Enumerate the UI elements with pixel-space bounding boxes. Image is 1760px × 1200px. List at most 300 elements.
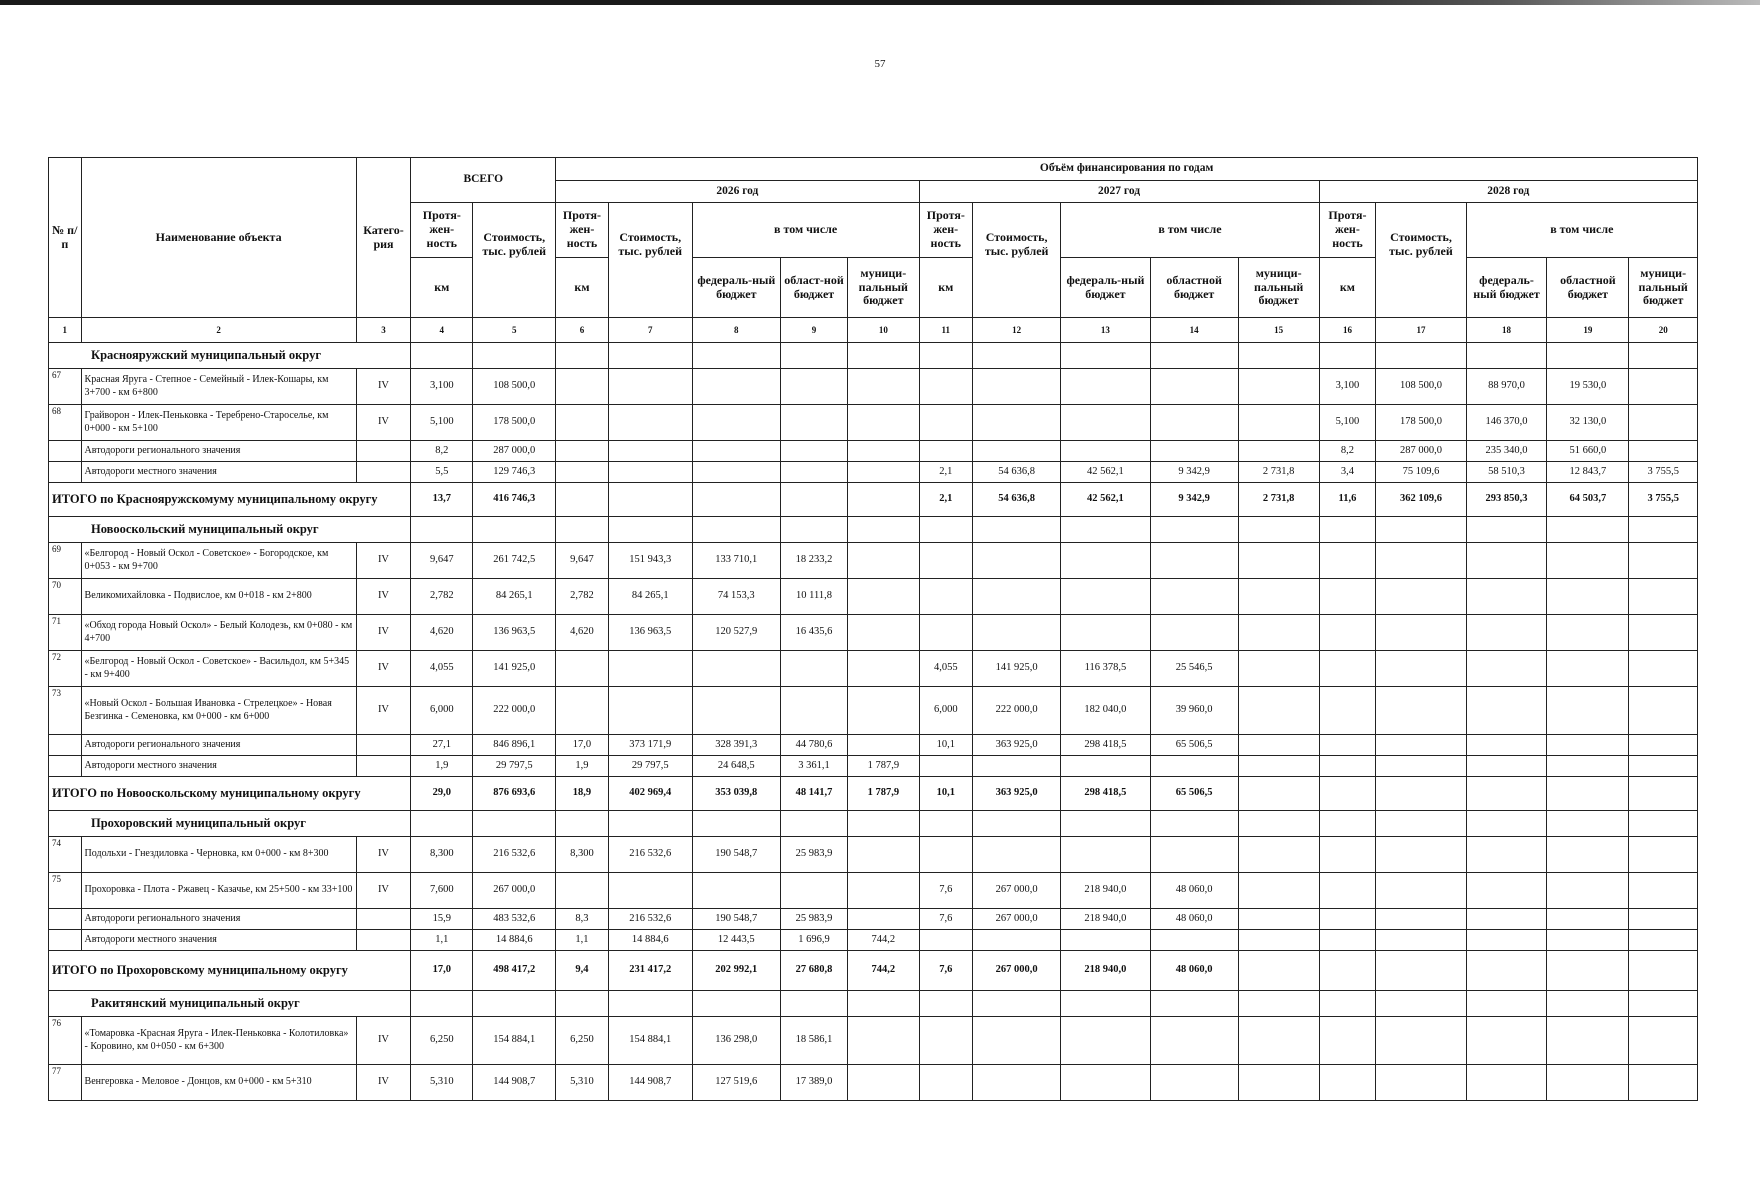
value-cell	[1319, 735, 1376, 756]
value-cell	[780, 483, 847, 517]
value-cell: 65 506,5	[1150, 735, 1238, 756]
value-cell	[1376, 735, 1466, 756]
header-federal: федераль-ный бюджет	[1061, 258, 1150, 318]
value-cell	[848, 837, 919, 873]
value-cell	[1238, 873, 1319, 909]
empty-cell	[608, 811, 692, 837]
value-cell	[1629, 951, 1698, 991]
value-cell: 4,055	[919, 651, 973, 687]
header-federal: федераль-ный бюджет	[692, 258, 780, 318]
value-cell	[1238, 405, 1319, 441]
value-cell: 9,647	[556, 543, 609, 579]
value-cell	[1061, 615, 1150, 651]
value-cell: 58 510,3	[1466, 462, 1547, 483]
value-cell	[1319, 1065, 1376, 1101]
column-number: 9	[780, 318, 847, 343]
value-cell	[1061, 579, 1150, 615]
value-cell	[1629, 837, 1698, 873]
value-cell: 5,5	[411, 462, 473, 483]
empty-cell	[556, 991, 609, 1017]
value-cell: 12 443,5	[692, 930, 780, 951]
value-cell: 75 109,6	[1376, 462, 1466, 483]
header-km: км	[919, 258, 973, 318]
value-cell: 298 418,5	[1061, 777, 1150, 811]
header-no: № п/п	[49, 158, 82, 318]
empty-cell	[692, 343, 780, 369]
value-cell: 15,9	[411, 909, 473, 930]
empty-cell	[1629, 343, 1698, 369]
value-cell: 32 130,0	[1547, 405, 1629, 441]
value-cell: 84 265,1	[608, 579, 692, 615]
column-number: 11	[919, 318, 973, 343]
value-cell	[1238, 930, 1319, 951]
value-cell	[1376, 1065, 1466, 1101]
value-cell: 17,0	[556, 735, 609, 756]
value-cell: 222 000,0	[973, 687, 1061, 735]
column-number: 15	[1238, 318, 1319, 343]
value-cell: 267 000,0	[973, 909, 1061, 930]
value-cell	[1238, 615, 1319, 651]
value-cell: 267 000,0	[973, 873, 1061, 909]
value-cell: 42 562,1	[1061, 483, 1150, 517]
object-row	[49, 687, 1698, 735]
value-cell	[1547, 951, 1629, 991]
empty-cell	[1238, 991, 1319, 1017]
value-cell	[1547, 1017, 1629, 1065]
value-cell	[780, 873, 847, 909]
value-cell: 190 548,7	[692, 837, 780, 873]
empty-cell	[1466, 343, 1547, 369]
value-cell: 10,1	[919, 735, 973, 756]
subtotal-row	[49, 930, 1698, 951]
category-cell	[356, 441, 411, 462]
header-length: Протя-жен-ность	[411, 203, 473, 258]
section-title: Краснояружский муниципальный округ	[49, 343, 411, 369]
value-cell	[919, 615, 973, 651]
row-number	[49, 930, 82, 951]
object-name: Автодороги местного значения	[81, 756, 356, 777]
value-cell	[608, 651, 692, 687]
value-cell	[556, 687, 609, 735]
value-cell: 42 562,1	[1061, 462, 1150, 483]
value-cell	[1466, 777, 1547, 811]
object-name: Автодороги регионального значения	[81, 441, 356, 462]
value-cell	[1547, 873, 1629, 909]
value-cell	[1319, 909, 1376, 930]
empty-cell	[1376, 343, 1466, 369]
empty-cell	[848, 811, 919, 837]
value-cell: 216 532,6	[608, 909, 692, 930]
column-number: 20	[1629, 318, 1698, 343]
value-cell: 129 746,3	[473, 462, 556, 483]
row-number	[49, 756, 82, 777]
value-cell: 6,000	[919, 687, 973, 735]
value-cell	[780, 369, 847, 405]
column-number: 10	[848, 318, 919, 343]
object-row	[49, 837, 1698, 873]
value-cell	[919, 543, 973, 579]
value-cell: 8,300	[411, 837, 473, 873]
value-cell	[1319, 651, 1376, 687]
value-cell	[973, 579, 1061, 615]
empty-cell	[1238, 343, 1319, 369]
value-cell: 127 519,6	[692, 1065, 780, 1101]
column-number: 3	[356, 318, 411, 343]
row-number	[49, 909, 82, 930]
value-cell	[919, 930, 973, 951]
value-cell: 39 960,0	[1150, 687, 1238, 735]
value-cell	[1629, 777, 1698, 811]
value-cell: 8,2	[1319, 441, 1376, 462]
value-cell: 54 636,8	[973, 483, 1061, 517]
value-cell: 3,100	[411, 369, 473, 405]
value-cell	[556, 651, 609, 687]
empty-cell	[1061, 811, 1150, 837]
empty-cell	[411, 343, 473, 369]
value-cell: 202 992,1	[692, 951, 780, 991]
value-cell: 16 435,6	[780, 615, 847, 651]
row-number	[49, 735, 82, 756]
value-cell	[1629, 909, 1698, 930]
value-cell	[848, 1065, 919, 1101]
value-cell	[848, 369, 919, 405]
empty-cell	[1547, 517, 1629, 543]
value-cell: 8,2	[411, 441, 473, 462]
value-cell	[919, 441, 973, 462]
value-cell	[608, 462, 692, 483]
column-number: 14	[1150, 318, 1238, 343]
column-number: 13	[1061, 318, 1150, 343]
object-name: Венгеровка - Меловое - Донцов, км 0+000 - км 5+310	[81, 1065, 356, 1101]
object-name: Грайворон - Илек-Пеньковка - Теребрено-Староселье, км 0+000 - км 5+100	[81, 405, 356, 441]
empty-cell	[973, 343, 1061, 369]
value-cell	[919, 837, 973, 873]
value-cell	[1238, 369, 1319, 405]
value-cell: 3,100	[1319, 369, 1376, 405]
empty-cell	[1376, 811, 1466, 837]
value-cell	[1238, 543, 1319, 579]
value-cell	[556, 369, 609, 405]
value-cell	[1238, 1017, 1319, 1065]
object-name: «Обход города Новый Оскол» - Белый Колодезь, км 0+080 - км 4+700	[81, 615, 356, 651]
value-cell: 154 884,1	[473, 1017, 556, 1065]
value-cell	[1238, 777, 1319, 811]
category-cell	[356, 462, 411, 483]
value-cell	[1376, 777, 1466, 811]
row-number: 76	[49, 1017, 82, 1065]
value-cell	[1547, 930, 1629, 951]
value-cell: 27 680,8	[780, 951, 847, 991]
empty-cell	[973, 991, 1061, 1017]
value-cell: 51 660,0	[1547, 441, 1629, 462]
empty-cell	[848, 517, 919, 543]
row-number: 74	[49, 837, 82, 873]
empty-cell	[1061, 991, 1150, 1017]
value-cell: 154 884,1	[608, 1017, 692, 1065]
row-number: 72	[49, 651, 82, 687]
empty-cell	[780, 991, 847, 1017]
value-cell: 12 843,7	[1547, 462, 1629, 483]
value-cell: 25 546,5	[1150, 651, 1238, 687]
category-cell	[356, 909, 411, 930]
value-cell: 4,055	[411, 651, 473, 687]
header-category: Катего-рия	[356, 158, 411, 318]
value-cell: 2,782	[556, 579, 609, 615]
value-cell	[1150, 615, 1238, 651]
value-cell	[1466, 651, 1547, 687]
scan-top-edge	[0, 0, 1760, 5]
value-cell: 373 171,9	[608, 735, 692, 756]
category-cell: IV	[356, 405, 411, 441]
value-cell	[1319, 687, 1376, 735]
value-cell	[1061, 441, 1150, 462]
empty-cell	[608, 343, 692, 369]
value-cell: 328 391,3	[692, 735, 780, 756]
value-cell: 261 742,5	[473, 543, 556, 579]
value-cell	[1466, 543, 1547, 579]
value-cell: 2,1	[919, 483, 973, 517]
value-cell	[919, 405, 973, 441]
value-cell: 29,0	[411, 777, 473, 811]
category-cell	[356, 756, 411, 777]
empty-cell	[1150, 991, 1238, 1017]
value-cell	[692, 651, 780, 687]
value-cell: 48 141,7	[780, 777, 847, 811]
value-cell: 44 780,6	[780, 735, 847, 756]
value-cell: 744,2	[848, 951, 919, 991]
category-cell: IV	[356, 1065, 411, 1101]
value-cell	[1061, 1017, 1150, 1065]
value-cell	[1629, 873, 1698, 909]
category-cell: IV	[356, 873, 411, 909]
value-cell: 178 500,0	[1376, 405, 1466, 441]
value-cell	[1376, 579, 1466, 615]
value-cell: 190 548,7	[692, 909, 780, 930]
empty-cell	[1466, 517, 1547, 543]
empty-cell	[780, 343, 847, 369]
value-cell: 5,310	[556, 1065, 609, 1101]
value-cell	[848, 735, 919, 756]
value-cell: 353 039,8	[692, 777, 780, 811]
header-length: Протя-жен-ность	[556, 203, 609, 258]
value-cell: 18 233,2	[780, 543, 847, 579]
value-cell: 2 731,8	[1238, 483, 1319, 517]
header-total: ВСЕГО	[411, 158, 556, 203]
value-cell	[1547, 777, 1629, 811]
empty-cell	[608, 991, 692, 1017]
value-cell	[1629, 543, 1698, 579]
row-number: 71	[49, 615, 82, 651]
value-cell: 9,647	[411, 543, 473, 579]
value-cell: 13,7	[411, 483, 473, 517]
empty-cell	[1376, 991, 1466, 1017]
header-cost: Стоимость, тыс. рублей	[973, 203, 1061, 318]
value-cell: 48 060,0	[1150, 951, 1238, 991]
value-cell	[973, 837, 1061, 873]
header-km: км	[1319, 258, 1376, 318]
value-cell	[556, 483, 609, 517]
empty-cell	[1547, 811, 1629, 837]
value-cell	[780, 405, 847, 441]
value-cell	[1466, 735, 1547, 756]
section-row	[49, 811, 1698, 837]
value-cell	[919, 1065, 973, 1101]
value-cell	[1061, 756, 1150, 777]
empty-cell	[848, 343, 919, 369]
category-cell: IV	[356, 579, 411, 615]
value-cell: 363 925,0	[973, 777, 1061, 811]
value-cell	[1376, 543, 1466, 579]
subtotal-row	[49, 909, 1698, 930]
value-cell	[1376, 615, 1466, 651]
value-cell: 5,310	[411, 1065, 473, 1101]
value-cell: 231 417,2	[608, 951, 692, 991]
value-cell	[1150, 756, 1238, 777]
value-cell	[1547, 837, 1629, 873]
value-cell	[1629, 405, 1698, 441]
value-cell	[780, 462, 847, 483]
empty-cell	[473, 343, 556, 369]
page-number: 57	[874, 58, 886, 70]
value-cell	[919, 579, 973, 615]
value-cell	[1629, 930, 1698, 951]
empty-cell	[1629, 517, 1698, 543]
value-cell	[1150, 405, 1238, 441]
empty-cell	[411, 517, 473, 543]
value-cell: 17 389,0	[780, 1065, 847, 1101]
value-cell	[1466, 687, 1547, 735]
value-cell	[919, 756, 973, 777]
total-label: ИТОГО по Новооскольскому муниципальному округу	[49, 777, 411, 811]
value-cell: 3 755,5	[1629, 462, 1698, 483]
value-cell: 65 506,5	[1150, 777, 1238, 811]
value-cell	[1466, 1065, 1547, 1101]
empty-cell	[1319, 991, 1376, 1017]
empty-cell	[1376, 517, 1466, 543]
value-cell: 136 298,0	[692, 1017, 780, 1065]
header-km: км	[411, 258, 473, 318]
value-cell	[608, 483, 692, 517]
value-cell: 8,3	[556, 909, 609, 930]
value-cell	[848, 462, 919, 483]
value-cell	[556, 873, 609, 909]
value-cell: 5,100	[1319, 405, 1376, 441]
value-cell: 287 000,0	[473, 441, 556, 462]
value-cell: 9 342,9	[1150, 462, 1238, 483]
value-cell	[556, 462, 609, 483]
value-cell: 744,2	[848, 930, 919, 951]
value-cell	[1376, 951, 1466, 991]
value-cell: 287 000,0	[1376, 441, 1466, 462]
value-cell	[1238, 756, 1319, 777]
value-cell	[608, 369, 692, 405]
value-cell: 9,4	[556, 951, 609, 991]
header-municipal: муници-пальный бюджет	[848, 258, 919, 318]
value-cell: 4,620	[411, 615, 473, 651]
value-cell: 178 500,0	[473, 405, 556, 441]
row-number	[49, 462, 82, 483]
empty-cell	[473, 517, 556, 543]
header-length: Протя-жен-ность	[919, 203, 973, 258]
value-cell	[692, 687, 780, 735]
object-name: Автодороги местного значения	[81, 462, 356, 483]
value-cell: 1,1	[556, 930, 609, 951]
value-cell: 48 060,0	[1150, 909, 1238, 930]
value-cell	[1376, 1017, 1466, 1065]
value-cell	[608, 687, 692, 735]
value-cell	[692, 873, 780, 909]
column-number: 4	[411, 318, 473, 343]
value-cell	[1376, 651, 1466, 687]
row-number	[49, 441, 82, 462]
row-number: 69	[49, 543, 82, 579]
value-cell	[1319, 837, 1376, 873]
value-cell	[1061, 1065, 1150, 1101]
row-number: 77	[49, 1065, 82, 1101]
empty-cell	[473, 811, 556, 837]
value-cell	[973, 930, 1061, 951]
header-regional: област-ной бюджет	[780, 258, 847, 318]
value-cell	[692, 369, 780, 405]
value-cell	[692, 441, 780, 462]
total-row	[49, 483, 1698, 517]
value-cell	[780, 441, 847, 462]
empty-cell	[973, 811, 1061, 837]
value-cell: 48 060,0	[1150, 873, 1238, 909]
header-year-2027: 2027 год	[919, 181, 1319, 203]
object-name: Подольхи - Гнездиловка - Черновка, км 0+000 - км 8+300	[81, 837, 356, 873]
empty-cell	[692, 991, 780, 1017]
value-cell	[973, 441, 1061, 462]
value-cell: 108 500,0	[473, 369, 556, 405]
value-cell: 74 153,3	[692, 579, 780, 615]
value-cell: 267 000,0	[973, 951, 1061, 991]
object-name: «Белгород - Новый Оскол - Советское» - Васильдол, км 5+345 - км 9+400	[81, 651, 356, 687]
total-row	[49, 951, 1698, 991]
value-cell: 14 884,6	[608, 930, 692, 951]
value-cell	[1376, 687, 1466, 735]
column-number: 6	[556, 318, 609, 343]
column-number: 8	[692, 318, 780, 343]
value-cell	[1376, 837, 1466, 873]
value-cell: 218 940,0	[1061, 909, 1150, 930]
value-cell	[848, 687, 919, 735]
empty-cell	[1466, 811, 1547, 837]
header-regional: областной бюджет	[1150, 258, 1238, 318]
value-cell: 416 746,3	[473, 483, 556, 517]
object-name: Прохоровка - Плота - Ржавец - Казачье, км 25+500 - км 33+100	[81, 873, 356, 909]
empty-cell	[1319, 343, 1376, 369]
value-cell: 182 040,0	[1061, 687, 1150, 735]
object-row	[49, 651, 1698, 687]
value-cell: 483 532,6	[473, 909, 556, 930]
value-cell	[1376, 756, 1466, 777]
empty-cell	[1150, 517, 1238, 543]
value-cell: 11,6	[1319, 483, 1376, 517]
total-label: ИТОГО по Краснояружскомуму муниципальному округу	[49, 483, 411, 517]
category-cell: IV	[356, 1017, 411, 1065]
header-cost: Стоимость, тыс. рублей	[608, 203, 692, 318]
value-cell: 133 710,1	[692, 543, 780, 579]
object-row	[49, 579, 1698, 615]
section-title: Ракитянский муниципальный округ	[49, 991, 411, 1017]
value-cell	[848, 1017, 919, 1065]
value-cell: 6,250	[411, 1017, 473, 1065]
header-regional: областной бюджет	[1547, 258, 1629, 318]
empty-cell	[692, 517, 780, 543]
value-cell: 222 000,0	[473, 687, 556, 735]
value-cell	[1547, 735, 1629, 756]
